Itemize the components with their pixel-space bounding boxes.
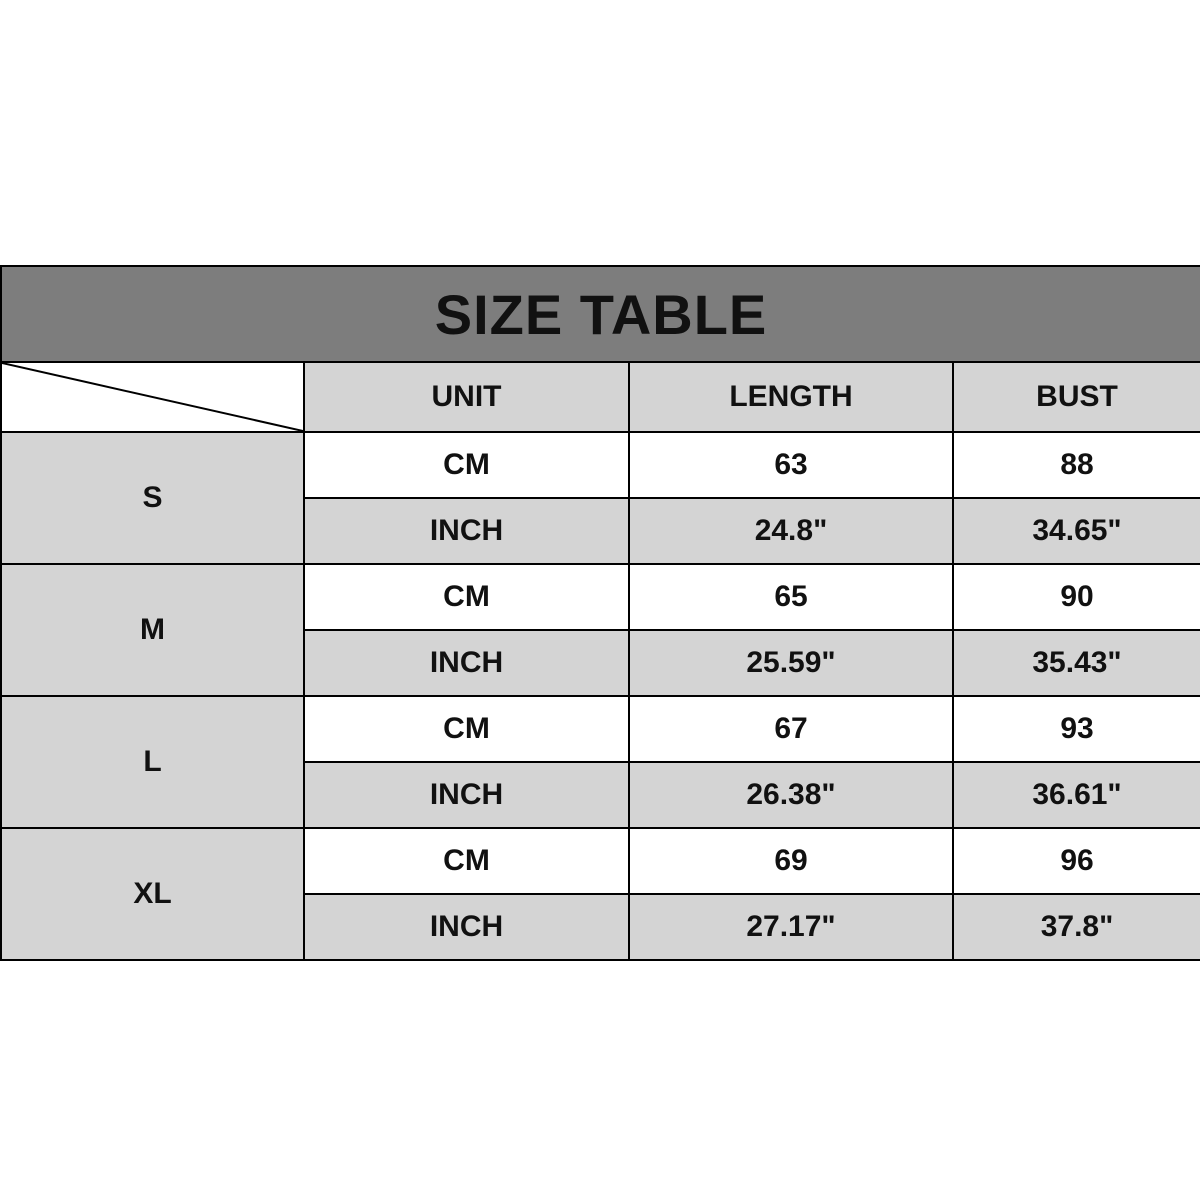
- length-cell: 26.38": [629, 762, 953, 828]
- unit-cell: CM: [304, 564, 629, 630]
- unit-cell: INCH: [304, 630, 629, 696]
- table-row: [1, 828, 1200, 894]
- bust-cell: 93: [953, 696, 1200, 762]
- unit-cell: CM: [304, 828, 629, 894]
- bust-cell: 88: [953, 432, 1200, 498]
- table-title-row: [1, 266, 1200, 362]
- table-row: [1, 564, 1200, 630]
- bust-cell: 35.43": [953, 630, 1200, 696]
- unit-cell: INCH: [304, 762, 629, 828]
- length-cell: 25.59": [629, 630, 953, 696]
- table-header-row: [1, 362, 1200, 432]
- size-label-xl: XL: [1, 828, 304, 960]
- bust-cell: 96: [953, 828, 1200, 894]
- page-title: SIZE TABLE: [1, 266, 1200, 362]
- size-label-m: M: [1, 564, 304, 696]
- length-cell: 67: [629, 696, 953, 762]
- bust-cell: 34.65": [953, 498, 1200, 564]
- table-row: [1, 432, 1200, 498]
- corner-cell: [1, 362, 304, 432]
- length-cell: 69: [629, 828, 953, 894]
- size-table: [0, 265, 1200, 961]
- length-cell: 63: [629, 432, 953, 498]
- length-cell: 65: [629, 564, 953, 630]
- size-table-sheet: [0, 265, 1200, 961]
- size-label-s: S: [1, 432, 304, 564]
- length-cell: 27.17": [629, 894, 953, 960]
- unit-cell: INCH: [304, 894, 629, 960]
- size-label-l: L: [1, 696, 304, 828]
- unit-cell: INCH: [304, 498, 629, 564]
- column-header-unit: UNIT: [304, 362, 629, 432]
- length-cell: 24.8": [629, 498, 953, 564]
- column-header-length: LENGTH: [629, 362, 953, 432]
- bust-cell: 37.8": [953, 894, 1200, 960]
- table-row: [1, 696, 1200, 762]
- unit-cell: CM: [304, 696, 629, 762]
- unit-cell: CM: [304, 432, 629, 498]
- diagonal-divider-icon: [2, 363, 303, 431]
- column-header-bust: BUST: [953, 362, 1200, 432]
- bust-cell: 36.61": [953, 762, 1200, 828]
- bust-cell: 90: [953, 564, 1200, 630]
